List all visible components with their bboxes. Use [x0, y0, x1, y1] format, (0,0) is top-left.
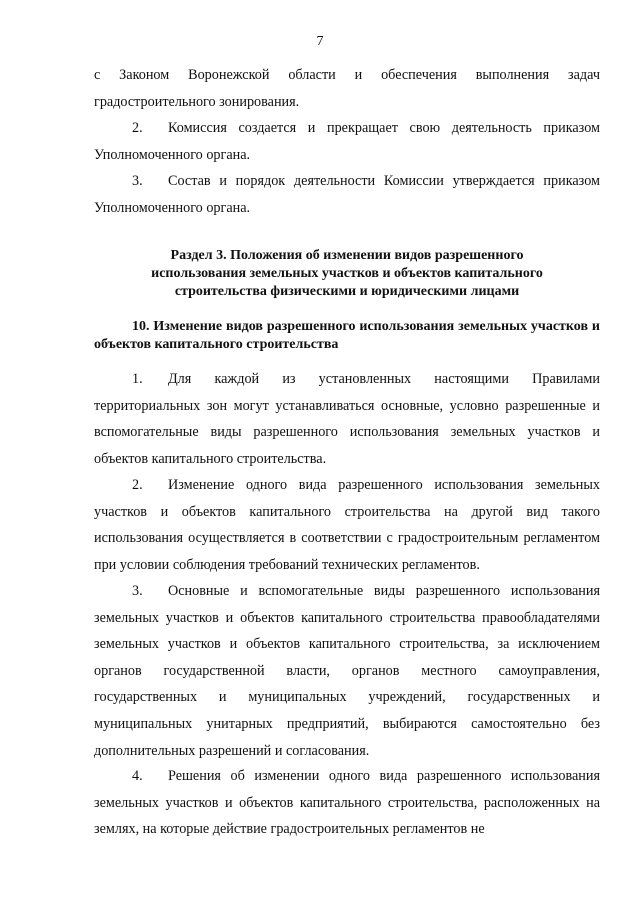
paragraph-text: Решения об изменении одного вида разрешенного использования земельных участков и объектов капитального строительства, расположенных на землях, на которые действие градостроительных регламентов не [94, 768, 600, 838]
article-paragraph-2 [94, 472, 600, 578]
article-paragraph-4 [94, 763, 600, 843]
section-heading [94, 247, 600, 301]
paragraph-text: Для каждой из установленных настоящими Правилами территориальных зон могут устанавливаться основные, условно разрешенные и вспомогательные виды разрешенного использования земельных участков и объектов капитального строительства. [94, 371, 600, 467]
paragraph-text: Основные и вспомогательные виды разрешенного использования земельных участков и объектов капитального строительства правообладателями земельных участков и объектов капитального строительства, за исключением органов государственной власти, органов местного самоуправления, государственных и муниципальных учреждений, государственных и муниципальных унитарных предприятий, выбираются самостоятельно без дополнительных разрешений и согласования. [94, 583, 600, 759]
paragraph-number: 3. [132, 583, 143, 599]
page-number: 7 [316, 34, 324, 49]
paragraph-number: 2. [132, 120, 143, 136]
article-heading: 10. Изменение видов разрешенного использования земельных участков и объектов капитального строительства [94, 319, 600, 352]
paragraph-number: 1. [132, 371, 143, 387]
paragraph-number: 4. [132, 768, 143, 784]
paragraph-text: Изменение одного вида разрешенного использования земельных участков и объектов капитального строительства на другой вид такого использования осуществляется в соответствии с градостроительным регламентом при условии соблюдения требований технических регламентов. [94, 477, 600, 573]
section-heading-line: использования земельных участков и объектов капитального [151, 266, 543, 281]
paragraph-text: Состав и порядок деятельности Комиссии утверждается приказом Уполномоченного органа. [94, 173, 600, 216]
paragraph-text: с Законом Воронежской области и обеспечения выполнения задач градостроительного зонирования. [94, 67, 600, 110]
article-paragraph-3 [94, 578, 600, 764]
paragraph-continuation [94, 62, 600, 115]
paragraph-number: 2. [132, 477, 143, 493]
paragraph-3 [94, 168, 600, 221]
paragraph-2 [94, 115, 600, 168]
paragraph-text: Комиссия создается и прекращает свою деятельность приказом Уполномоченного органа. [94, 120, 600, 163]
paragraph-number: 3. [132, 173, 143, 189]
section-heading-line: строительства физическими и юридическими лицами [174, 284, 520, 299]
section-heading-line: Раздел 3. Положения об изменении видов разрешенного [170, 248, 524, 263]
article-paragraph-1 [94, 366, 600, 472]
